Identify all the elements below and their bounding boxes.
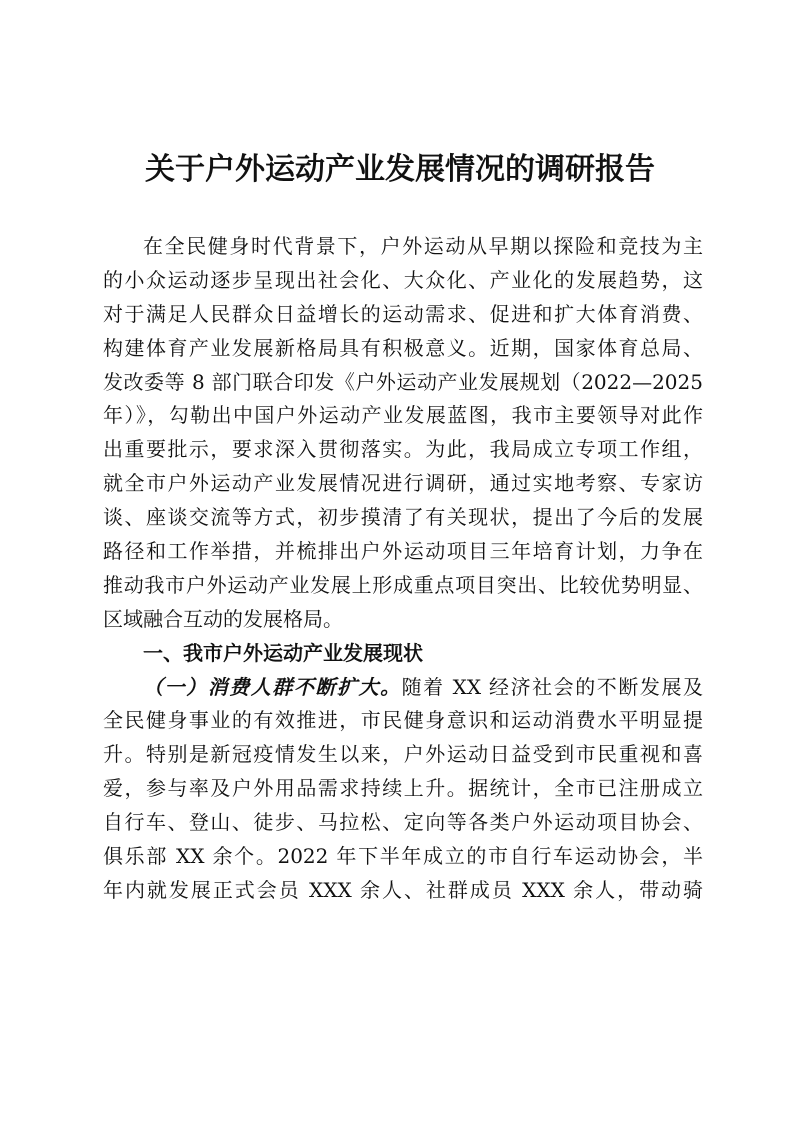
paragraph-line: 自行车、登山、徒步、马拉松、定向等各类户外运动项目协会、 bbox=[103, 810, 703, 835]
paragraph-line: 年）》，勾勒出中国户外运动产业发展蓝图，我市主要领导对此作 bbox=[103, 403, 703, 428]
paragraph-line: 路径和工作举措，并梳排出户外运动项目三年培育计划，力争在 bbox=[103, 539, 703, 564]
paragraph-line: 推动我市户外运动产业发展上形成重点项目突出、比较优势明显、 bbox=[103, 572, 703, 597]
paragraph-line: 谈、座谈交流等方式，初步摸清了有关现状，提出了今后的发展 bbox=[103, 505, 703, 530]
section-heading: 一、我市户外运动产业发展现状 bbox=[143, 640, 423, 665]
paragraph-line: 爱，参与率及户外用品需求持续上升。据统计，全市已注册成立 bbox=[103, 776, 703, 801]
paragraph-line: 俱乐部 XX 余个。2022 年下半年成立的市自行车运动协会，半 bbox=[103, 844, 703, 869]
paragraph-line: 在全民健身时代背景下，户外运动从早期以探险和竞技为主 bbox=[143, 234, 703, 258]
subsection-first-line-text: 随着 XX 经济社会的不断发展及 bbox=[401, 674, 703, 699]
paragraph-line: 就全市户外运动产业发展情况进行调研，通过实地考察、专家访 bbox=[103, 471, 703, 496]
paragraph-line: 全民健身事业的有效推进，市民健身意识和运动消费水平明显提 bbox=[103, 708, 703, 733]
paragraph-line: 的小众运动逐步呈现出社会化、大众化、产业化的发展趋势，这 bbox=[103, 267, 703, 292]
paragraph-line: 构建体育产业发展新格局具有积极意义。近期，国家体育总局、 bbox=[103, 335, 703, 360]
paragraph-line: 发改委等 8 部门联合印发《户外运动产业发展规划（2022—2025 bbox=[103, 369, 703, 394]
paragraph-line: 年内就发展正式会员 XXX 余人、社群成员 XXX 余人，带动骑 bbox=[103, 877, 703, 902]
document-body bbox=[103, 230, 703, 908]
paragraph-line: 出重要批示，要求深入贯彻落实。为此，我局成立专项工作组， bbox=[103, 437, 703, 462]
paragraph-line: 区域融合互动的发展格局。 bbox=[103, 606, 343, 631]
paragraph-line: 对于满足人民群众日益增长的运动需求、促进和扩大体育消费、 bbox=[103, 301, 703, 326]
document-title: 关于户外运动产业发展情况的调研报告 bbox=[145, 152, 655, 187]
paragraph-line: 升。特别是新冠疫情发生以来，户外运动日益受到市民重视和喜 bbox=[103, 742, 703, 767]
subsection-lead: （一）消费人群不断扩大。 bbox=[143, 674, 402, 699]
subsection-first-line bbox=[103, 671, 703, 705]
